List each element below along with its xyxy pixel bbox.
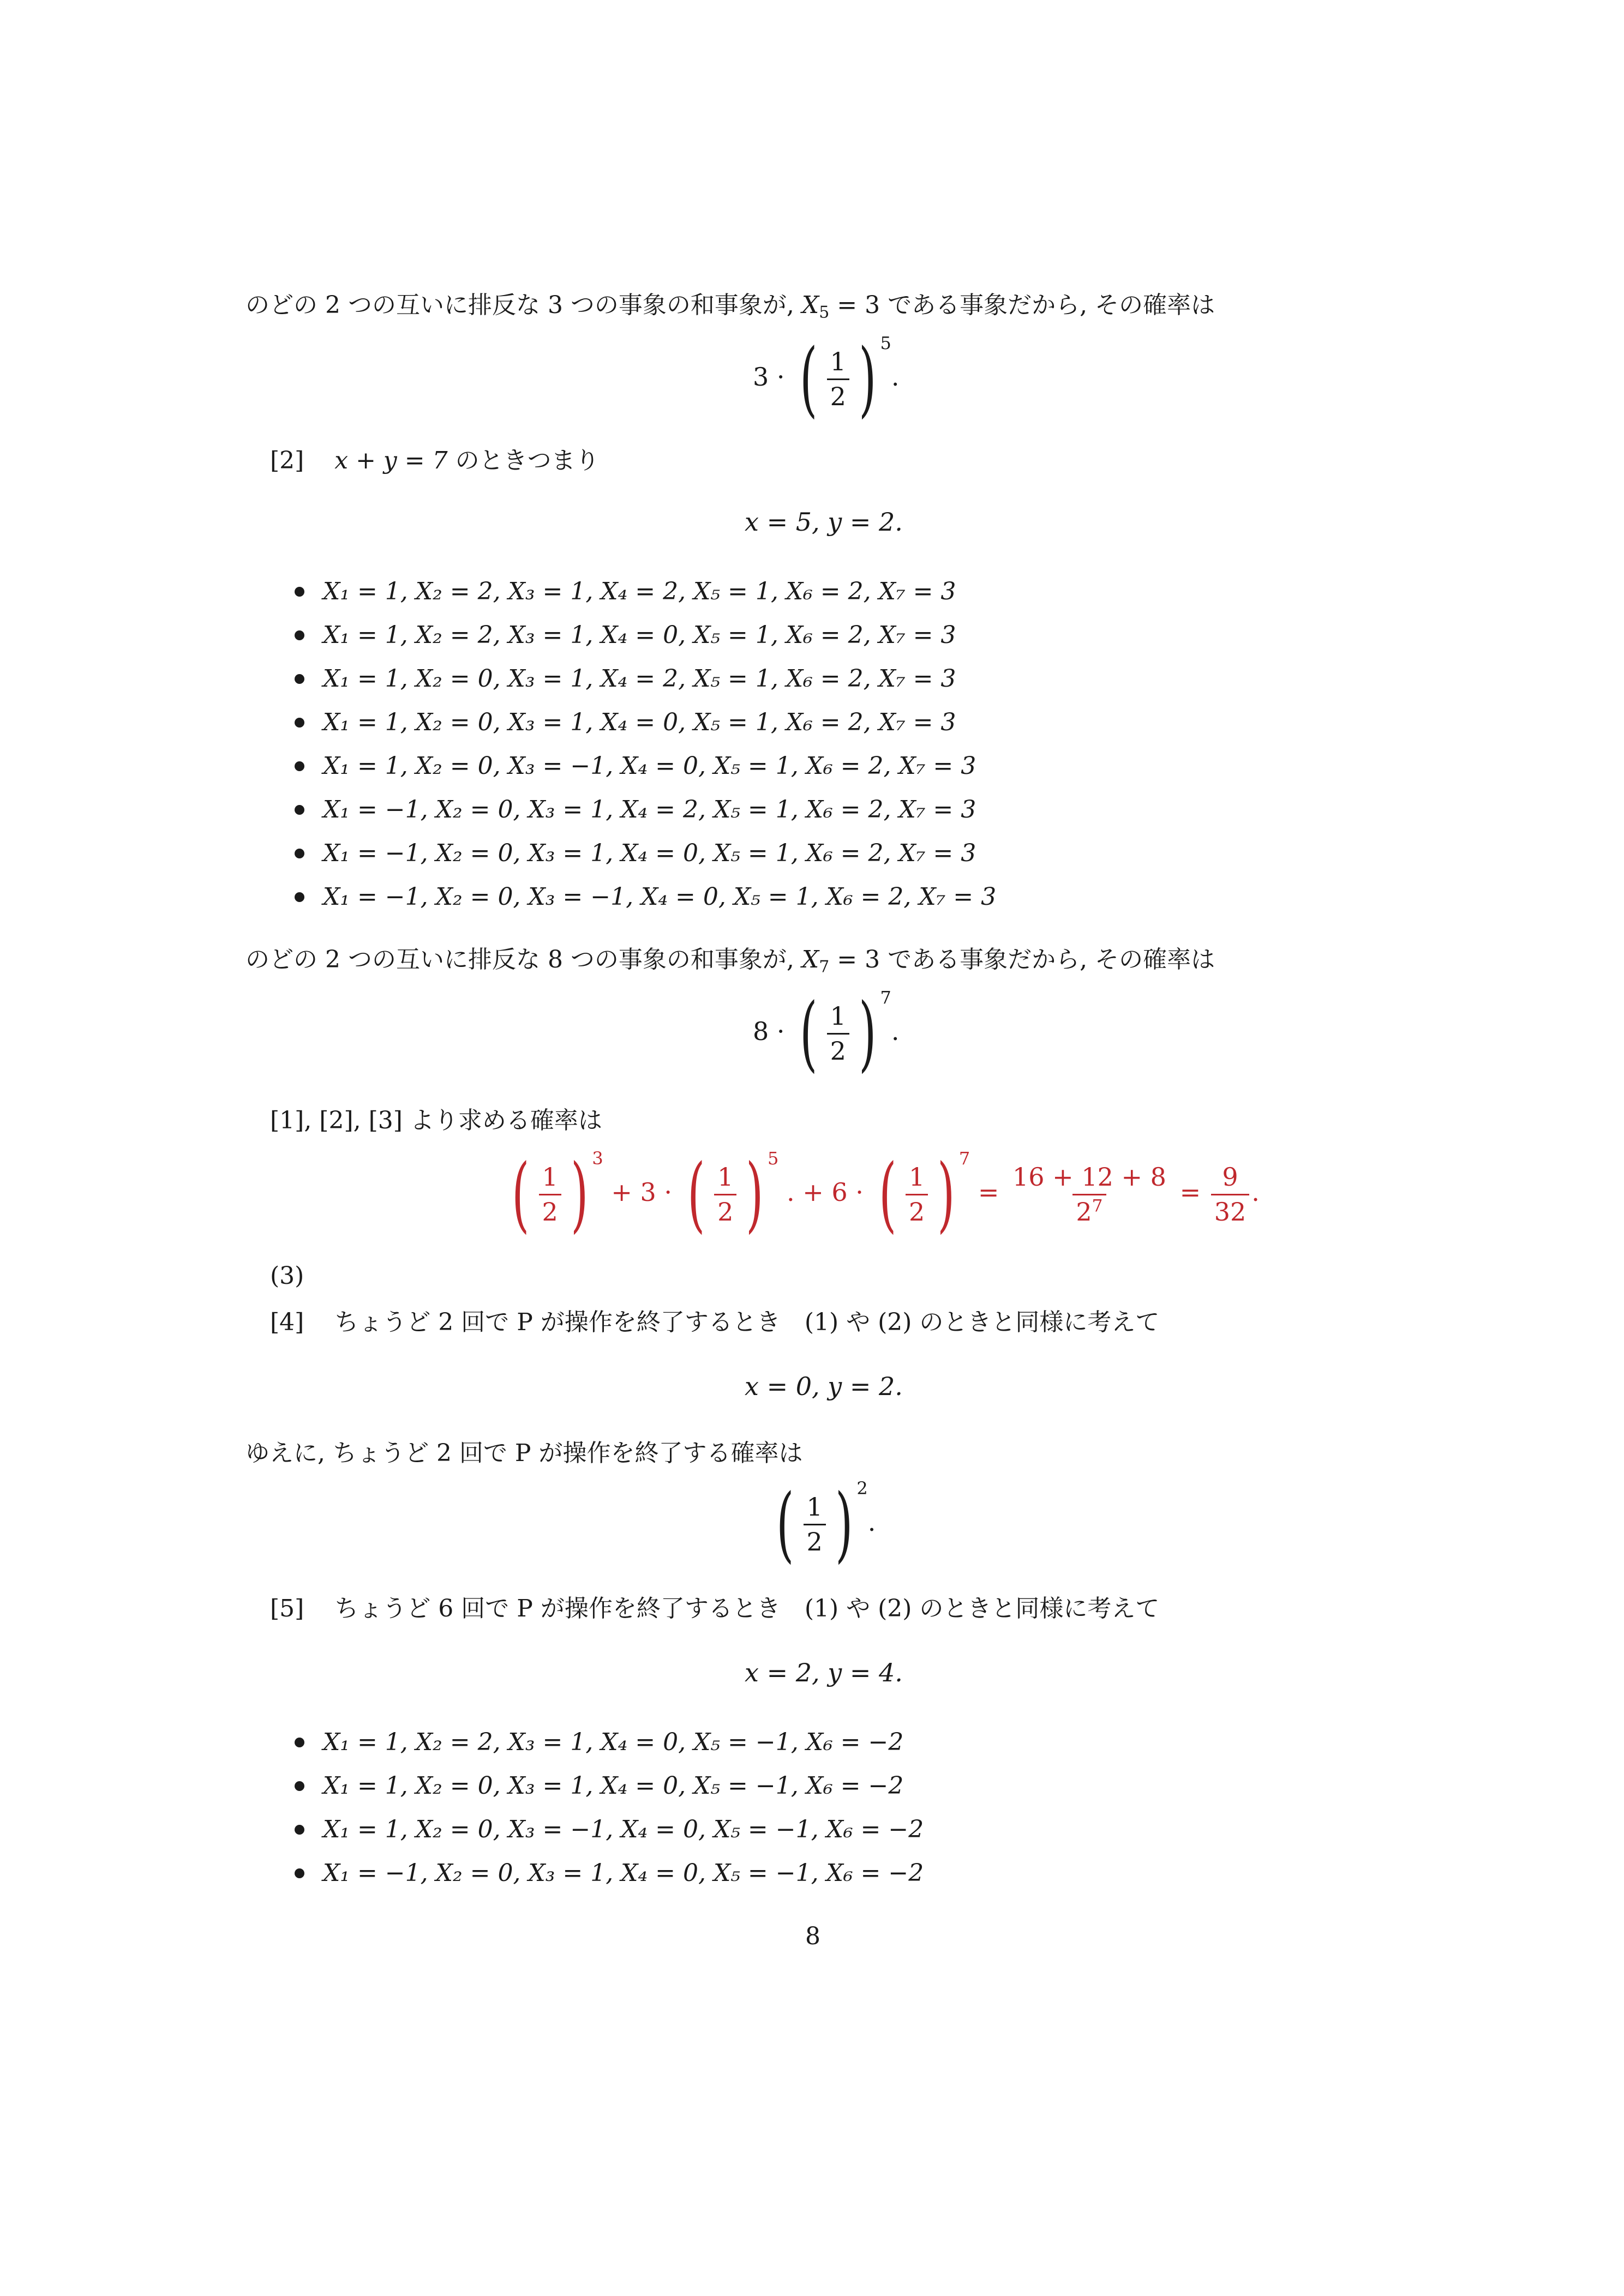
power-term: ( $\frac{1}{2}$ ) 2 <box>776 1477 868 1572</box>
fraction: $\frac{1}{2}$ <box>539 1163 561 1227</box>
equation-prob-x5: 3 · ( $\frac{1}{2}$ ) 5 . <box>753 332 900 426</box>
list-item: X₁ = 1, X₂ = 2, X₃ = 1, X₄ = 0, X₅ = −1, X₆ = −2 <box>295 1721 924 1764</box>
list-item: X₁ = −1, X₂ = 0, X₃ = 1, X₄ = 0, X₅ = 1, X₆ = 2, X₇ = 3 <box>295 832 996 875</box>
list-item: X₁ = −1, X₂ = 0, X₃ = −1, X₄ = 0, X₅ = 1, X₆ = 2, X₇ = 3 <box>295 875 996 919</box>
fraction: $\frac{1}{2}$ <box>827 347 849 411</box>
fraction-sum: $\frac{16 + 12 + 8}{2^7}$ <box>1012 1162 1166 1227</box>
list-item: X₁ = 1, X₂ = 2, X₃ = 1, X₄ = 2, X₅ = 1, X₆ = 2, X₇ = 3 <box>295 570 996 614</box>
equation-xy-2-4: x = 2, y = 4. <box>745 1658 903 1687</box>
power-term: ( $\frac{1}{2}$ ) 7 <box>878 1147 970 1242</box>
paragraph-event-union-5: のどの 2 つの互いに排反な 3 つの事象の和事象が, $X_5 = 3$ である事象だから, その確率は <box>245 291 1215 322</box>
fraction: $\frac{1}{2}$ <box>827 1002 849 1066</box>
equation-xy-0-2: x = 0, y = 2. <box>745 1372 903 1401</box>
final-answer-equation: ( $\frac{1}{2}$ ) 3 + 3 · ( $\frac{1}{2}$ ) 5 . + 6 · ( $\frac{1}{2}$ ) 7 = $\frac{16 + 12 + 8}{2^7}$ = $\frac{9}{32}$ . <box>505 1153 1260 1235</box>
case-list-six-steps <box>295 1721 924 1895</box>
power-term: ( $\frac{1}{2}$ ) 5 <box>687 1147 779 1242</box>
equation-xy-5-2: x = 5, y = 2. <box>745 507 903 537</box>
list-item: X₁ = 1, X₂ = 0, X₃ = 1, X₄ = 0, X₅ = 1, X₆ = 2, X₇ = 3 <box>295 701 996 744</box>
list-item: X₁ = −1, X₂ = 0, X₃ = 1, X₄ = 2, X₅ = 1, X₆ = 2, X₇ = 3 <box>295 788 996 832</box>
power-term: ( $\frac{1}{2}$ ) 7 <box>800 986 891 1081</box>
fraction: $\frac{1}{2}$ <box>906 1163 928 1227</box>
fraction: $\frac{1}{2}$ <box>714 1163 736 1227</box>
case-5-heading: [5] ちょうど 6 回で P が操作を終了するとき (1) や (2) のときと同様に考えて <box>270 1595 1160 1622</box>
list-item: X₁ = 1, X₂ = 0, X₃ = −1, X₄ = 0, X₅ = 1, X₆ = 2, X₇ = 3 <box>295 744 996 788</box>
case-list-x7 <box>295 570 996 919</box>
page-number: 8 <box>805 1922 820 1950</box>
equation-prob-x7: 8 · ( $\frac{1}{2}$ ) 7 . <box>753 986 900 1081</box>
list-item: X₁ = 1, X₂ = 0, X₃ = 1, X₄ = 0, X₅ = −1, X₆ = −2 <box>295 1764 924 1808</box>
paragraph-text: のどの 2 つの互いに排反な 3 つの事象の和事象が, <box>245 291 802 319</box>
power-term: ( $\frac{1}{2}$ ) 3 <box>512 1147 603 1242</box>
list-item: X₁ = 1, X₂ = 0, X₃ = −1, X₄ = 0, X₅ = −1, X₆ = −2 <box>295 1808 924 1852</box>
paragraph-event-union-7: のどの 2 つの互いに排反な 8 つの事象の和事象が, $X_7 = 3$ である事象だから, その確率は <box>245 946 1215 977</box>
paragraph-two-step-prob: ゆえに, ちょうど 2 回で P が操作を終了する確率は <box>245 1439 803 1467</box>
list-item: X₁ = 1, X₂ = 0, X₃ = 1, X₄ = 2, X₅ = 1, X₆ = 2, X₇ = 3 <box>295 657 996 701</box>
fraction-result: $\frac{9}{32}$ <box>1211 1163 1250 1227</box>
equation-prob-two-step: ( $\frac{1}{2}$ ) 2 . <box>769 1483 876 1565</box>
case-2-heading: [2] x + y = 7 のときつまり <box>270 447 600 474</box>
case-4-heading: [4] ちょうど 2 回で P が操作を終了するとき (1) や (2) のときと同様に考えて <box>270 1308 1160 1336</box>
summary-line: [1], [2], [3] より求める確率は <box>270 1107 602 1134</box>
list-item: X₁ = −1, X₂ = 0, X₃ = 1, X₄ = 0, X₅ = −1, X₆ = −2 <box>295 1852 924 1895</box>
power-term: ( $\frac{1}{2}$ ) 5 <box>800 332 891 426</box>
list-item: X₁ = 1, X₂ = 2, X₃ = 1, X₄ = 0, X₅ = 1, X₆ = 2, X₇ = 3 <box>295 614 996 657</box>
part-3-label: (3) <box>270 1262 304 1290</box>
fraction: $\frac{1}{2}$ <box>804 1493 826 1556</box>
